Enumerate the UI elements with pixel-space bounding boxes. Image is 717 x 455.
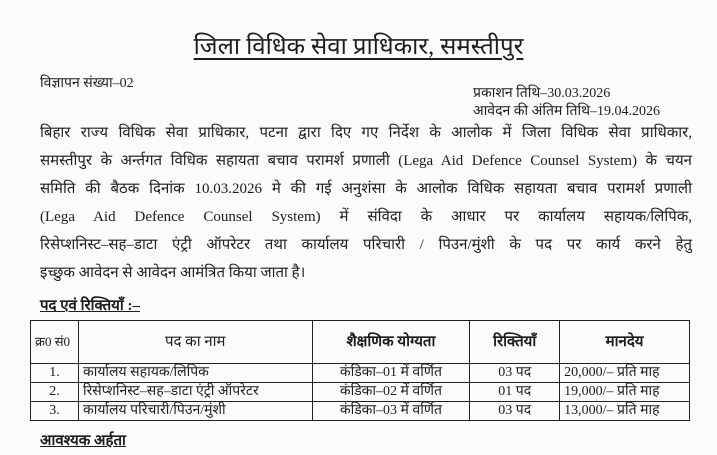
cell-vacancies: 01 पद <box>470 383 560 402</box>
cell-post: रिसेप्शनिस्ट–सह–डाटा एंट्री ऑपरेटर <box>78 383 312 402</box>
cell-serial: 2. <box>31 383 79 402</box>
cell-vacancies: 03 पद <box>470 364 560 383</box>
advertisement-number: विज्ञापन संख्या–02 <box>40 76 134 91</box>
table-row <box>31 402 690 421</box>
cell-qualification: कंडिका–03 में वर्णित <box>312 402 470 421</box>
cell-vacancies: 03 पद <box>470 402 560 421</box>
header-qualification: शैक्षणिक योग्यता <box>312 321 470 364</box>
last-date: आवेदन की अंतिम तिथि–19.04.2026 <box>473 104 661 119</box>
vacancy-table <box>30 320 690 421</box>
cell-qualification: कंडिका–02 में वर्णित <box>312 383 470 402</box>
cell-serial: 3. <box>31 402 79 421</box>
cell-post: कार्यालय सहायक/लिपिक <box>78 364 312 383</box>
table-row <box>31 364 690 383</box>
header-honorarium: मानदेय <box>560 321 690 364</box>
header-post: पद का नाम <box>78 321 312 364</box>
footer-heading: आवश्यक अर्हता <box>40 433 126 449</box>
cell-honorarium: 19,000/– प्रति माह <box>560 383 690 402</box>
cell-qualification: कंडिका–01 में वर्णित <box>312 364 470 383</box>
header-vacancies: रिक्तियाँ <box>470 321 560 364</box>
body-line: बिहार राज्य विधिक सेवा प्राधिकार, पटना द्वारा दिए गए निर्देश के आलोक में जिला विधिक सेवा प्राधिकार, <box>40 125 692 141</box>
publication-date: प्रकाशन तिथि–30.03.2026 <box>473 86 611 101</box>
cell-honorarium: 20,000/– प्रति माह <box>560 364 690 383</box>
body-line: रिसेप्शनिस्ट–सह–डाटा एंट्री ऑपरेटर तथा कार्यालय परिचारी / पिउन/मुंशी के पद पर कार्य करने हेतु <box>40 237 692 253</box>
body-line: समस्तीपुर के अर्न्तगत विधिक सहायता बचाव परामर्श प्रणाली (Lega Aid Defence Counsel System) के चयन <box>40 153 692 169</box>
cell-honorarium: 13,000/– प्रति माह <box>560 402 690 421</box>
table-header-row <box>31 321 690 364</box>
cell-post: कार्यालय परिचारी/पिउन/मुंशी <box>78 402 312 421</box>
cell-serial: 1. <box>31 364 79 383</box>
body-line: इच्छुक आवेदन से आवेदन आमंत्रित किया जाता है। <box>40 265 306 281</box>
body-line: समिति की बैठक दिनांक 10.03.2026 मे की गई अनुशंसा के आलोक विधिक सहायता बचाव परामर्श प्रणाली <box>40 181 692 197</box>
document-title: जिला विधिक सेवा प्राधिकार, समस्तीपुर <box>193 34 524 60</box>
section-heading: पद एवं रिक्तियाँ :– <box>40 298 140 314</box>
body-line: (Lega Aid Defence Counsel System) में संविदा के आधार पर कार्यालय सहायक/लिपिक, <box>40 209 692 225</box>
header-serial: क्र0 सं0 <box>31 321 79 364</box>
table-row <box>31 383 690 402</box>
